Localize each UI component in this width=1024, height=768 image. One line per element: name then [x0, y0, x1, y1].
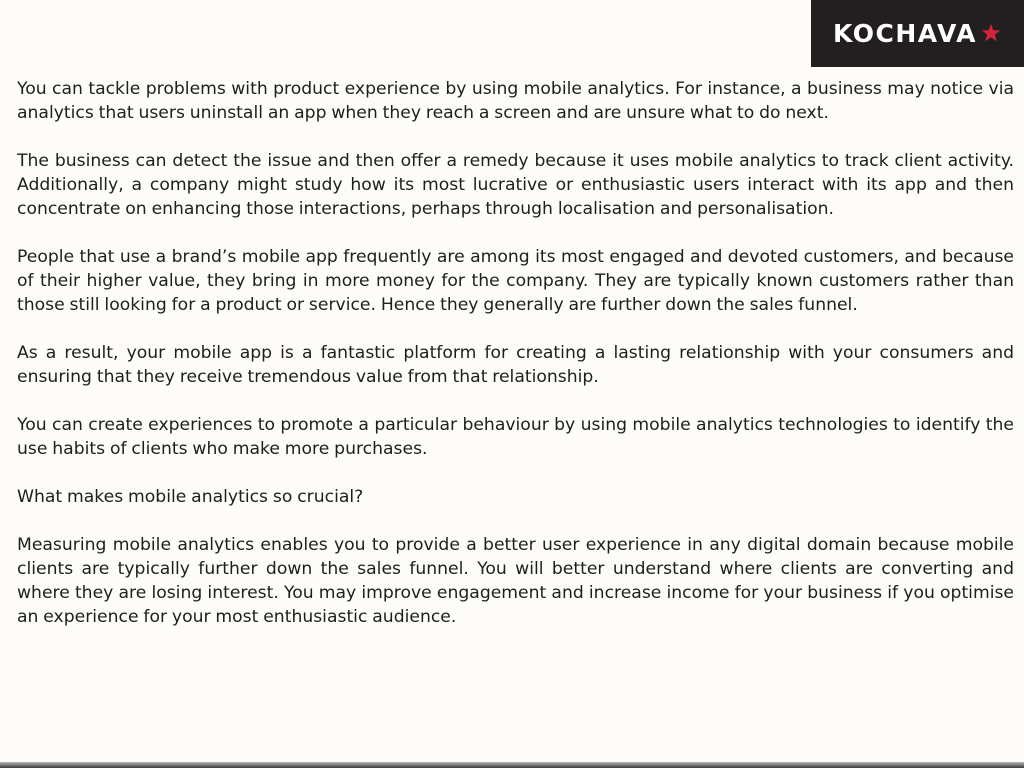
paragraph-3: People that use a brand’s mobile app frequently are among its most engaged and devoted customers, and because of their higher value, they bring in more money for the company. They are typically known customers rather than those still looking for a product or service. Hence they generally are further down the sales funnel. — [17, 247, 1014, 315]
section-question: What makes mobile analytics so crucial? — [17, 487, 364, 507]
bottom-divider — [0, 762, 1024, 768]
paragraph-4: As a result, your mobile app is a fantastic platform for creating a lasting relationship with your consumers and ensuring that they receive tremendous value from that relationship. — [17, 343, 1014, 387]
logo-wordmark: KOCHAVA — [833, 19, 977, 48]
paragraph-5: You can create experiences to promote a particular behaviour by using mobile analytics technologies to identify the use habits of clients who make more purchases. — [17, 415, 1014, 459]
body-text — [17, 77, 1014, 653]
kochava-logo — [811, 0, 1024, 67]
star-icon — [980, 22, 1002, 44]
paragraph-6: Measuring mobile analytics enables you to provide a better user experience in any digital domain because mobile clients are typically further down the sales funnel. You will better understand where clients are converting and where they are losing interest. You may improve engagement and increase income for your business if you optimise an experience for your most enthusiastic audience. — [17, 535, 1014, 627]
paragraph-1: You can tackle problems with product experience by using mobile analytics. For instance, a business may notice via analytics that users uninstall an app when they reach a screen and are unsure what to do next. — [17, 79, 1014, 123]
paragraph-2: The business can detect the issue and then offer a remedy because it uses mobile analytics to track client activity. Additionally, a company might study how its most lucrative or enthusiastic users interact with its app and then concentrate on enhancing those interactions, perhaps through localisation and personalisation. — [17, 151, 1014, 219]
